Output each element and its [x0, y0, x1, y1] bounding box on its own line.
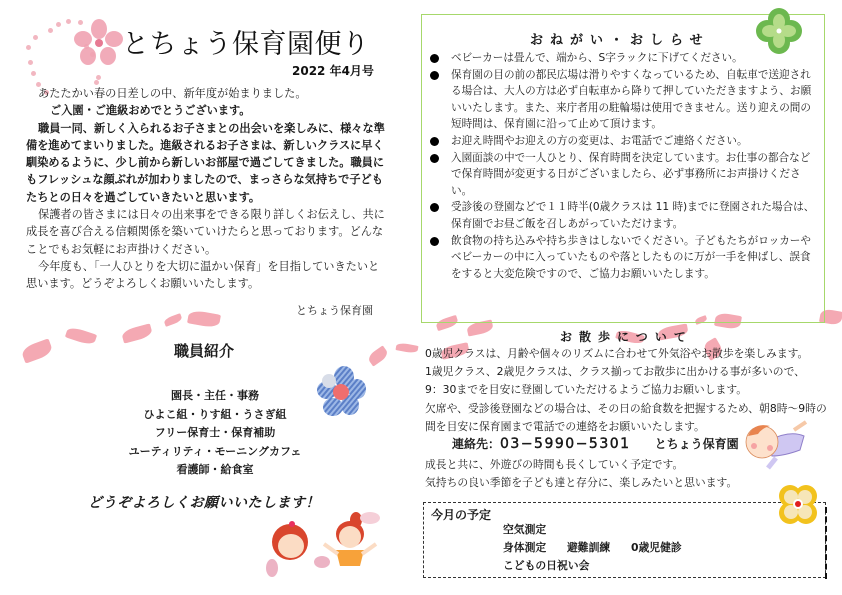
- notice-item: お迎え時間やお迎えの方の変更は、お電話でご連絡ください。: [428, 133, 820, 150]
- green-clover-icon: [756, 8, 802, 54]
- walk-line: 1歳児クラス、2歳児クラスは、クラス揃ってお散歩に出かける事が多いので、: [425, 365, 805, 379]
- schedule-row: [503, 558, 589, 573]
- bullet-icon: [430, 203, 439, 212]
- newsletter-title: とちょう保育園便り: [122, 29, 370, 60]
- contact-info: [452, 435, 739, 452]
- schedule-row: [503, 522, 546, 537]
- notice-item: 入園面談の中で一人ひとり、保育時間を決定しています。お仕事の都合などで保育時間が変更する日がございましたら、必ず事務所にお声掛けください。: [428, 150, 820, 200]
- signature: とちょう保育園: [296, 304, 373, 317]
- notice-list: [428, 50, 820, 282]
- schedule-event: こどもの日祝い会: [503, 559, 590, 572]
- walk-line: 0歳児クラスは、月齢や個々のリズムに合わせて外気浴やお散歩を楽しみます。: [425, 347, 809, 360]
- greeting-message: [26, 85, 390, 293]
- bullet-icon: [430, 237, 439, 246]
- crawling-baby-illustration: [740, 416, 810, 472]
- schedule-row: [503, 540, 682, 555]
- notice-item: 保育園の目の前の都民広場は滑りやすくなっているため、自転車で送迎される場合は、大人の方は必ず自転車から降りて押していただきますよう、お願いいたします。また、来庁者用の駐輪場は使用できません。送り迎えの間の短時間は、保育園に沿って止めて頂けます。: [428, 67, 820, 133]
- staff-section-title: 職員紹介: [174, 342, 235, 360]
- bullet-icon: [430, 71, 439, 80]
- contact-label: 連絡先：: [452, 437, 501, 451]
- staff-closing: どうぞよろしくお願いいたします！: [88, 495, 320, 511]
- staff-group: 園長・主任・事務: [171, 389, 259, 402]
- schedule-event: 空気測定: [503, 523, 547, 536]
- greeting-line: 保護者の皆さまには日々の出来事をできる限り詳しくお伝えし、共に成長を喜び合える信頼関係を築いていけたらと思っております。どんなことでもお気軽にお声掛けください。: [26, 208, 385, 256]
- staff-group: フリー保育士・保育補助: [154, 426, 276, 439]
- walk-line: 9：30までを目安に登園していただけるようご協力お願いします。: [425, 383, 748, 397]
- bullet-icon: [430, 154, 439, 163]
- sakura-flower-icon: [72, 18, 126, 66]
- staff-group: ユーティリティ・モーニングカフェ: [128, 444, 302, 458]
- notice-section-title: おねがい・おしらせ: [530, 33, 710, 48]
- notice-item: 受診後の登園などで１１時半(0歳クラスは 11 時)までに登園された場合は、保育園でお昼ご飯を召しあがっていただけます。: [428, 199, 820, 232]
- schedule-event: 避難訓練: [567, 541, 611, 554]
- contact-name: とちょう保育園: [654, 437, 739, 451]
- contact-phone: 03−5990−5301: [500, 436, 631, 452]
- bullet-icon: [430, 137, 439, 146]
- greeting-line: 職員一同、新しく入られるお子さまとの出会いを楽しみに、様々な準備を進めてまいりました。進級されるお子さまは、新しいクラスに早く馴染めるように、少し前から新しいお部屋で過ごしてきました。職員にもフレッシュな顔ぶれが加わりましたので、まっさらな気持ちで子どもたちとの日々を過ごしていきたいと思います。: [26, 121, 385, 204]
- notice-item: 飲食物の持ち込みや持ち歩きはしないでください。子どもたちがロッカーやベビーカーの中に入っていたものや落としたものに万が一手を伸ばし、誤食をすると大変危険ですので、ご協力お願いいたします。: [428, 233, 820, 283]
- walk-line: 気持ちの良い季節を子ども達と存分に、楽しみたいと思います。: [425, 476, 738, 490]
- greeting-line: 今年度も、「一人ひとりを大切に温かい保育」を目指していきたいと思います。どうぞよろしくお願いいたします。: [26, 259, 380, 291]
- schedule-event: 0歳児健診: [631, 541, 682, 554]
- greeting-line: ご入園・ご進級おめでとうございます。: [50, 104, 251, 118]
- staff-group: ひよこ組・りす組・うさぎ組: [143, 407, 287, 421]
- yellow-flower-icon: [776, 484, 820, 526]
- staff-groups: [100, 387, 330, 480]
- children-illustration: [260, 510, 420, 580]
- notice-item: ベビーカーは畳んで、端から、S字ラックに下げてください。: [428, 50, 820, 67]
- schedule-title: 今月の予定: [431, 508, 492, 522]
- greeting-line: あたたかい春の日差しの中、新年度が始まりました。: [38, 87, 307, 100]
- walk-line: 間を目安に保育園まで電話での連絡をお願いいたします。: [425, 419, 705, 433]
- schedule-event: 身体測定: [503, 541, 547, 554]
- issue-date: 2022 年4月号: [292, 64, 374, 78]
- staff-group: 看護師・給食室: [176, 463, 254, 476]
- walk-line: 欠席や、受診後登園などの場合は、その日の給食数を把握するため、朝8時～9時の: [425, 401, 827, 415]
- walk-section-title: お散歩について: [560, 330, 693, 344]
- blue-flower-icon: [316, 365, 366, 417]
- bullet-icon: [430, 54, 439, 63]
- walk-line: 成長と共に、外遊びの時間も長くしていく予定です。: [425, 458, 684, 471]
